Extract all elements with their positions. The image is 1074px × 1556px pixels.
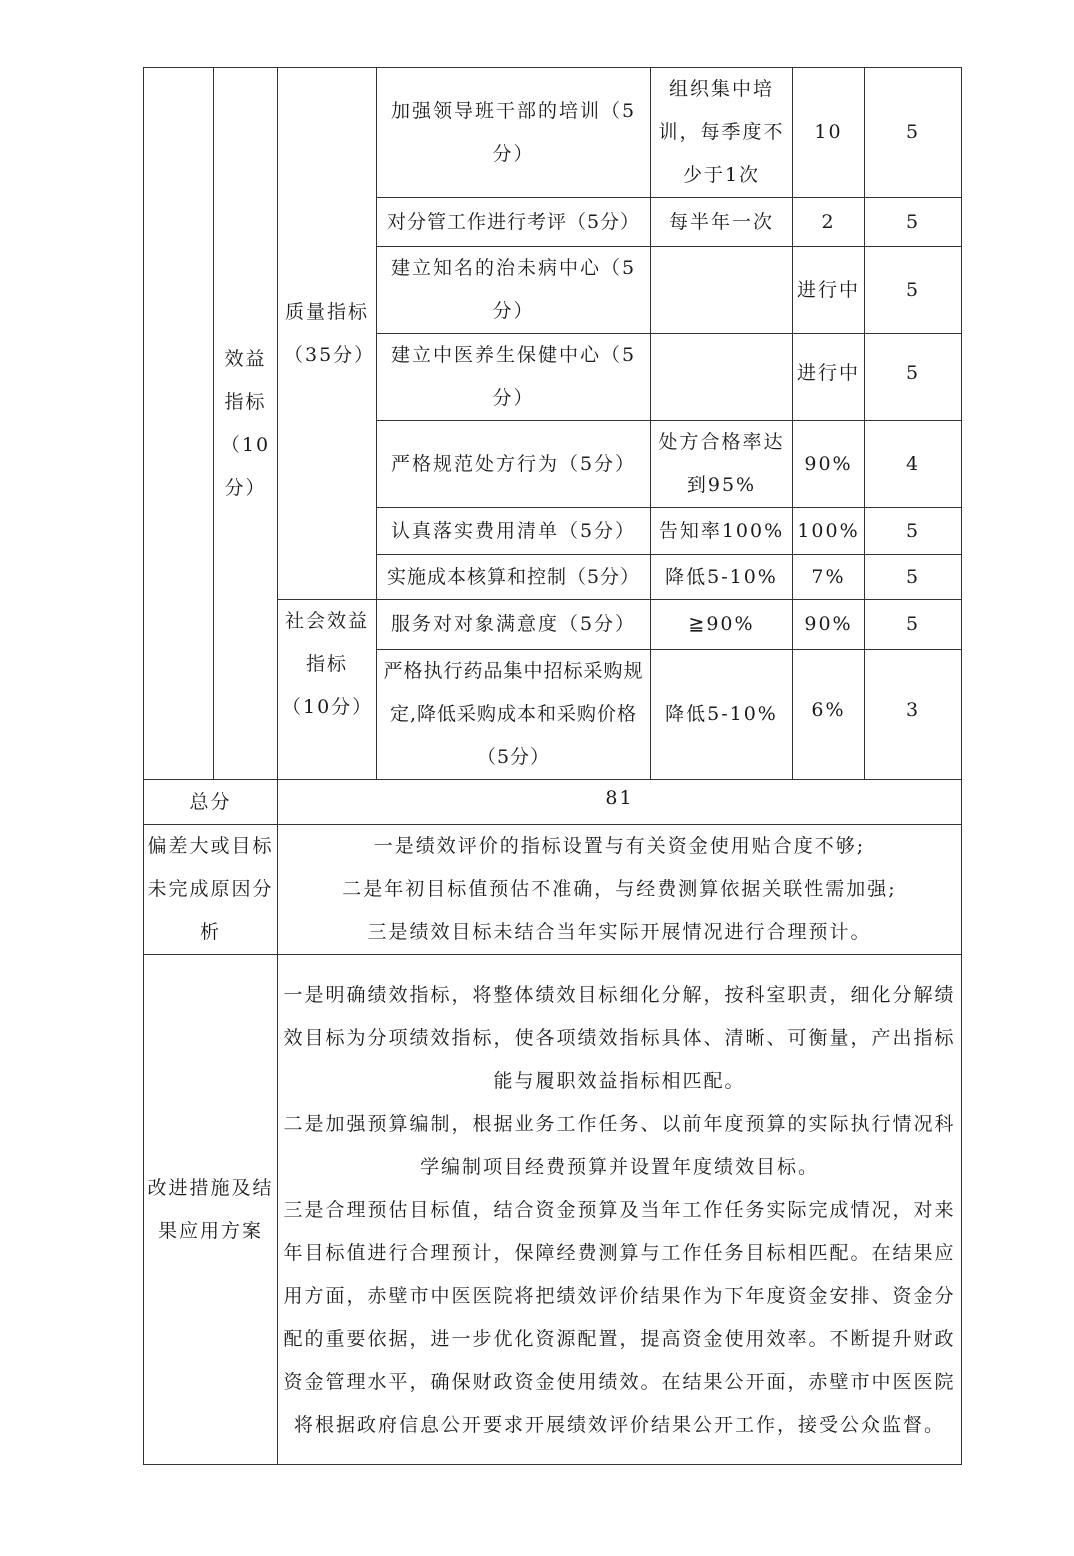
actual-cell: 进行中 <box>793 334 865 421</box>
indicator-cell: 严格规范处方行为（5分） <box>377 421 651 508</box>
actual-cell: 90% <box>793 421 865 508</box>
improvement-row <box>144 955 962 1465</box>
score-cell: 5 <box>865 508 962 555</box>
indicator-cell: 服务对对象满意度（5分） <box>377 600 651 650</box>
score-cell: 3 <box>865 650 962 780</box>
category-benefit: 效益指标（10分） <box>214 68 278 780</box>
category-quality: 质量指标（35分） <box>278 68 377 600</box>
improvement-paragraph: 三是合理预估目标值，结合资金预算及当年工作任务实际完成情况，对来年目标值进行合理预计，保障经费测算与工作任务目标相匹配。在结果应用方面，赤壁市中医医院将把绩效评价结果作为下年度资金安排、资金分配的重要依据，进一步优化资源配置，提高资金使用效率。不断提升财政资金管理水平，确保财政资金使用绩效。在结果公开面，赤壁市中医医院将根据政府信息公开要求开展绩效评价结果公开工作，接受公众监督。 <box>283 1198 956 1436</box>
actual-cell: 100% <box>793 508 865 555</box>
actual-cell: 进行中 <box>793 247 865 334</box>
indicator-cell: 严格执行药品集中招标采购规定,降低采购成本和采购价格（5分） <box>377 650 651 780</box>
deviation-content <box>278 825 962 955</box>
improvement-paragraph: 一是明确绩效指标，将整体绩效目标细化分解，按科室职责，细化分解绩效目标为分项绩效指标，使各项绩效指标具体、清晰、可衡量，产出指标能与履职效益指标相匹配。 <box>283 983 956 1092</box>
improvement-label: 改进措施及结果应用方案 <box>144 955 278 1465</box>
improvement-paragraph: 二是加强预算编制，根据业务工作任务、以前年度预算的实际执行情况科学编制项目经费预算并设置年度绩效目标。 <box>283 1112 956 1178</box>
indicator-cell: 实施成本核算和控制（5分） <box>377 555 651 600</box>
deviation-line: 二是年初目标值预估不准确，与经费测算依据关联性需加强; <box>342 878 897 900</box>
indicator-cell: 认真落实费用清单（5分） <box>377 508 651 555</box>
score-cell: 5 <box>865 555 962 600</box>
standard-cell: 组织集中培训，每季度不少于1次 <box>651 68 793 198</box>
score-cell: 5 <box>865 68 962 198</box>
standard-cell <box>651 247 793 334</box>
performance-table <box>143 67 962 1465</box>
standard-cell: 降低5-10% <box>651 650 793 780</box>
actual-cell: 90% <box>793 600 865 650</box>
standard-cell: ≧90% <box>651 600 793 650</box>
standard-cell <box>651 334 793 421</box>
score-cell: 5 <box>865 600 962 650</box>
score-cell: 5 <box>865 198 962 247</box>
standard-cell: 处方合格率达到95% <box>651 421 793 508</box>
deviation-row <box>144 825 962 955</box>
total-label: 总分 <box>144 780 278 825</box>
deviation-label: 偏差大或目标未完成原因分析 <box>144 825 278 955</box>
standard-cell: 降低5-10% <box>651 555 793 600</box>
indicator-cell: 对分管工作进行考评（5分） <box>377 198 651 247</box>
table-row <box>144 68 962 198</box>
blank-col-cell <box>144 68 214 780</box>
score-cell: 5 <box>865 334 962 421</box>
indicator-cell: 建立中医养生保健中心（5分） <box>377 334 651 421</box>
standard-cell: 告知率100% <box>651 508 793 555</box>
improvement-content <box>278 955 962 1465</box>
total-value: 81 <box>278 780 962 825</box>
score-cell: 5 <box>865 247 962 334</box>
category-social: 社会效益指标（10分） <box>278 600 377 780</box>
actual-cell: 10 <box>793 68 865 198</box>
actual-cell: 6% <box>793 650 865 780</box>
actual-cell: 7% <box>793 555 865 600</box>
standard-cell: 每半年一次 <box>651 198 793 247</box>
actual-cell: 2 <box>793 198 865 247</box>
deviation-line: 一是绩效评价的指标设置与有关资金使用贴合度不够; <box>373 835 866 857</box>
deviation-line: 三是绩效目标未结合当年实际开展情况进行合理预计。 <box>367 921 872 943</box>
total-row <box>144 780 962 825</box>
indicator-cell: 建立知名的治未病中心（5分） <box>377 247 651 334</box>
score-cell: 4 <box>865 421 962 508</box>
indicator-cell: 加强领导班干部的培训（5分） <box>377 68 651 198</box>
